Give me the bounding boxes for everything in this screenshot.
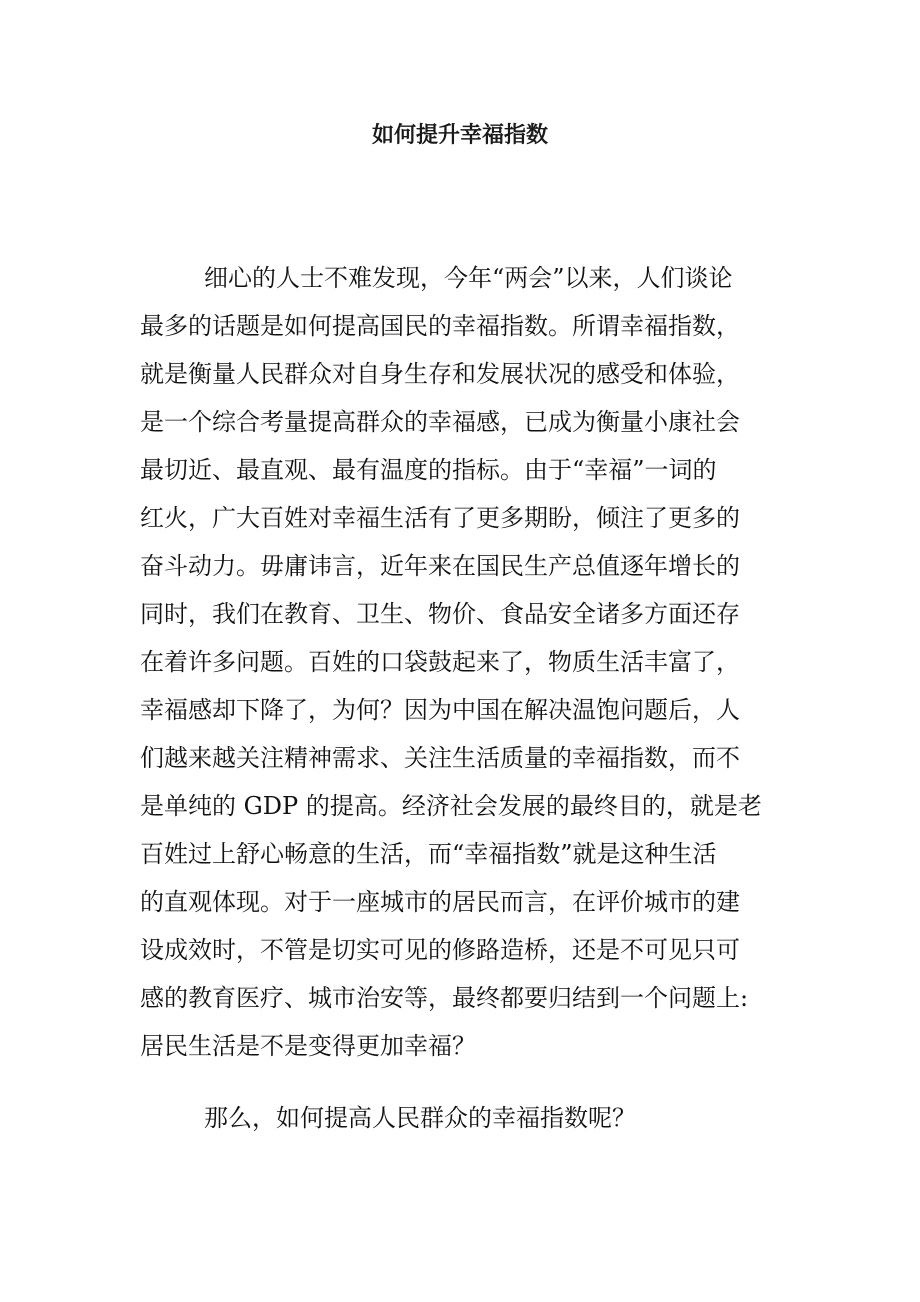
- text-line: 那么，如何提高人民群众的幸福指数呢？: [204, 1104, 636, 1132]
- text-line: 们越来越关注精神需求、关注生活质量的幸福指数，而不: [140, 744, 740, 772]
- document-title: 如何提升幸福指数: [371, 123, 548, 148]
- text-line: 感的教育医疗、城市治安等，最终都要归结到一个问题上:: [140, 984, 749, 1012]
- text-line: 红火，广大百姓对幸福生活有了更多期盼，倾注了更多的: [140, 504, 740, 532]
- text-line: 设成效时，不管是切实可见的修路造桥，还是不可见只可: [140, 936, 740, 964]
- text-line: 就是衡量人民群众对自身生存和发展状况的感受和体验，: [140, 360, 740, 388]
- text-line: 奋斗动力。毋庸讳言，近年来在国民生产总值逐年增长的: [140, 552, 740, 580]
- text-line: 居民生活是不是变得更加幸福？: [140, 1032, 476, 1060]
- text-line: 是一个综合考量提高群众的幸福感，已成为衡量小康社会: [140, 408, 740, 436]
- text-line: 最多的话题是如何提高国民的幸福指数。所谓幸福指数，: [140, 312, 740, 340]
- text-line: 在着许多问题。百姓的口袋鼓起来了，物质生活丰富了，: [140, 648, 740, 676]
- paragraph-1: [140, 254, 800, 1070]
- text-line: 细心的人士不难发现，今年“两会”以来，人们谈论: [204, 264, 733, 292]
- text-line: 百姓过上舒心畅意的生活，而“幸福指数”就是这种生活: [140, 840, 717, 868]
- text-line: 的直观体现。对于一座城市的居民而言，在评价城市的建: [140, 888, 740, 916]
- text-line: 最切近、最直观、最有温度的指标。由于“幸福”一词的: [140, 456, 717, 484]
- paragraph-2: [140, 1094, 800, 1142]
- text-line: 同时，我们在教育、卫生、物价、食品安全诸多方面还存: [140, 600, 740, 628]
- text-line: 是单纯的 GDP 的提高。经济社会发展的最终目的，就是老: [140, 792, 762, 820]
- text-line: 幸福感却下降了，为何？因为中国在解决温饱问题后，人: [140, 696, 740, 724]
